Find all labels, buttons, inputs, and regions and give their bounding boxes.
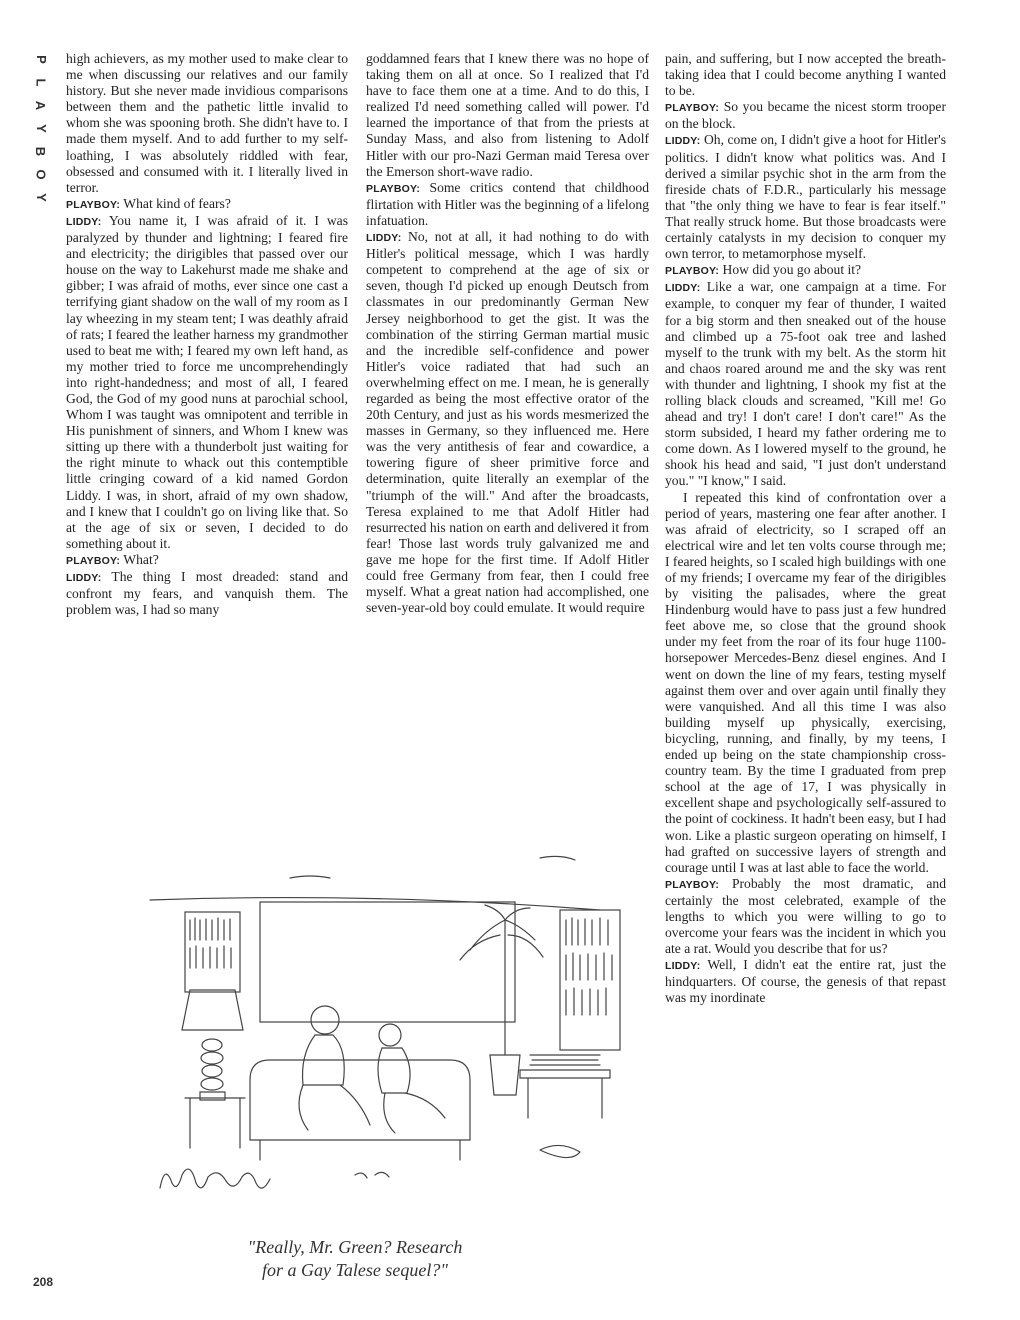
speaker-label: LIDDY: — [665, 960, 701, 973]
paragraph: PLAYBOY: Probably the most dramatic, and certainly the most celebrated, example of the lengths to which you were willing to go to overcome your fears was the incident in which you ate a rat. Would you describe that for us? — [665, 875, 946, 957]
paragraph: PLAYBOY: What? — [66, 551, 159, 567]
article-column-1 — [66, 51, 348, 618]
paragraph: I repeated this kind of confrontation over a period of years, mastering one fear after another. I was afraid of electricity, so I scraped off an electrical wire and let ten volts course through me; I feared heights, so I scaled high buildings with one of my friends; I overcame my fear of the dirigibles by visiting the palisades, where the great Hindenburg would have to pass just a few hundred feet above me, so close that the ground shook under my feet from the roar of its four huge 1100-horsepower Mercedes-Benz diesel engines. And I went on down the line of my fears, testing myself against them over and over again until finally they were vanquished. And all this time I was also building myself up physically, exercising, bicycling, running, and finally, by my teens, I ended up being on the state championship cross-country team. By the time I graduated from prep school at the age of 17, I was physically in excellent shape and psychologically self-assured to the point of cockiness. It hadn't been easy, but I had won. Like a plastic surgeon operating on himself, I had grafted on successive layers of strength and courage until I was at last able to face the world. — [665, 489, 946, 875]
speaker-label: PLAYBOY: — [366, 182, 421, 195]
paragraph: pain, and suffering, but I now accepted the breath-taking idea that I could become anything I wanted to be. — [665, 51, 946, 99]
paragraph: LIDDY: No, not at all, it had nothing to do with Hitler's political message, which I was hardly competent to comprehend at the age of six or seven, though I'd picked up enough Deutsch from classmates in our predominantly German New Jersey neighborhood to get the gist. It was the combination of the stirring German martial music and the incredible self-confidence and power Hitler's voice radiated that had such an overwhelming effect on me. I mean, he is generally regarded as being the most effective orator of the 20th Century, and just as his words mesmerized the masses in Germany, so they influenced me. Here was the very antithesis of fear and cowardice, a towering figure of sheer primitive force and determination, quite literally an exemplar of the "triumph of the will." And after the broadcasts, Teresa explained to me that Adolf Hitler had resurrected his nation on earth and delivered it from fear! Those last words truly galvanized me and gave me hope for the first time. If Adolf Hitler could free Germany from fear, then I could free myself. What a great nation had accomplished, one seven-year-old boy could emulate. It would require — [366, 229, 649, 616]
cartoon-caption — [200, 1236, 510, 1282]
paragraph: LIDDY: Like a war, one campaign at a time. For example, to conquer my fear of thunder, I waited for a big storm and then sneaked out of the house and climbed up a 75-foot oak tree and lashed myself to the trunk with my belt. As the storm hit and chaos roared around me and the sky was rent with thunder and lightning, I shook my fist at the rolling black clouds and screamed, "Kill me! Go ahead and try! I don't care! I don't care!" As the storm subsided, I heard my father ordering me to come down. As I lowered myself to the ground, he shook his head and said, "I just don't understand you." "I know," I said. — [665, 279, 946, 489]
speaker-label: LIDDY: — [66, 215, 102, 228]
paragraph: high achievers, as my mother used to make clear to me when discussing our relatives and our family history. But she never made invidious comparisons between them and the pathetic little invalid to whom she was spooning broth. She didn't have to. I made them myself. And to add further to my self-loathing, I was absolutely riddled with fear, obsessed and consumed with it. I literally lived in terror. — [66, 51, 348, 195]
paragraph: PLAYBOY: Some critics contend that childhood flirtation with Hitler was the beginning of a lifelong infatuation. — [366, 179, 649, 228]
magazine-sidebar-logo — [30, 48, 52, 209]
sidebar-letter: B — [33, 146, 49, 157]
speaker-label: PLAYBOY: — [665, 878, 720, 891]
speaker-label: PLAYBOY: — [665, 265, 720, 278]
caption-line-2: for a Gay Talese sequel?" — [262, 1260, 448, 1280]
speaker-label: LIDDY: — [66, 572, 102, 584]
article-column-3 — [665, 51, 946, 1007]
cartoon-illustration — [120, 840, 650, 1220]
sidebar-letter: Y — [33, 193, 49, 202]
paragraph: LIDDY: The thing I most dreaded: stand and confront my fears, and vanquish them. The problem was, I had so many — [66, 569, 348, 618]
paragraph: PLAYBOY: How did you go about it? — [665, 262, 862, 278]
speaker-label: LIDDY: — [366, 232, 402, 245]
paragraph: LIDDY: Oh, come on, I didn't give a hoot for Hitler's politics. I didn't know what politics was. And I derived a similar psychic shot in the arm from the fireside chats of F.D.R., particularly his message that "the only thing we have to fear is fear itself." That really struck home. But those broadcasts were certainly catalysts in my decision to conquer my own terror, to metamorphose myself. — [665, 132, 946, 262]
sidebar-letter: Y — [33, 124, 49, 133]
paragraph: PLAYBOY: So you became the nicest storm trooper on the block. — [665, 99, 946, 132]
paragraph: PLAYBOY: What kind of fears? — [66, 195, 231, 211]
sidebar-letter: P — [33, 55, 49, 64]
sidebar-letter: O — [33, 169, 49, 180]
speaker-label: LIDDY: — [665, 282, 701, 295]
sidebar-letter: L — [33, 78, 49, 87]
speaker-label: PLAYBOY: — [665, 102, 720, 115]
article-column-2 — [366, 51, 649, 616]
page-number: 208 — [33, 1275, 54, 1289]
speaker-label: PLAYBOY: — [66, 198, 121, 211]
sidebar-letter: A — [33, 100, 49, 111]
paragraph: goddamned fears that I knew there was no hope of taking them on all at once. So I realized that I'd have to face them one at a time. And to do this, I realized I'd need something called will power. I'd learned the importance of that from the priests at Sunday Mass, and also from listening to Adolf Hitler with our pro-Nazi German maid Teresa over the Emerson short-wave radio. — [366, 51, 649, 179]
paragraph: LIDDY: Well, I didn't eat the entire rat, just the hindquarters. Of course, the genesis of that repast was my inordinate — [665, 957, 946, 1006]
speaker-label: PLAYBOY: — [66, 554, 121, 567]
speaker-label: LIDDY: — [665, 135, 701, 148]
paragraph: LIDDY: You name it, I was afraid of it. I was paralyzed by thunder and lightning; I feared fire and electricity; the dirigibles that passed over our house on the way to Lakehurst made me shake and gibber; I was afraid of moths, ever since one cast a terrifying giant shadow on the wall of my room as I lay wheezing in my steam tent; I was deathly afraid of rats; I feared the leather harness my grandmother used to beat me with; I feared my own left hand, as my mother tried to force me uncomprehendingly into right-handedness; and most of all, I feared God, the God of my good nuns at parochial school, Whom I was taught was omnipotent and terrible in His punishment of sinners, and Whom I knew was sitting up there with a thunderbolt just waiting for the right minute to whack out this contemptible little cringing coward of a kid named Gordon Liddy. I was, in short, afraid of my own shadow, and I knew that I couldn't go on living like that. So at the age of six or seven, I decided to do something about it. — [66, 212, 348, 551]
caption-line-1: "Really, Mr. Green? Research — [247, 1237, 463, 1257]
